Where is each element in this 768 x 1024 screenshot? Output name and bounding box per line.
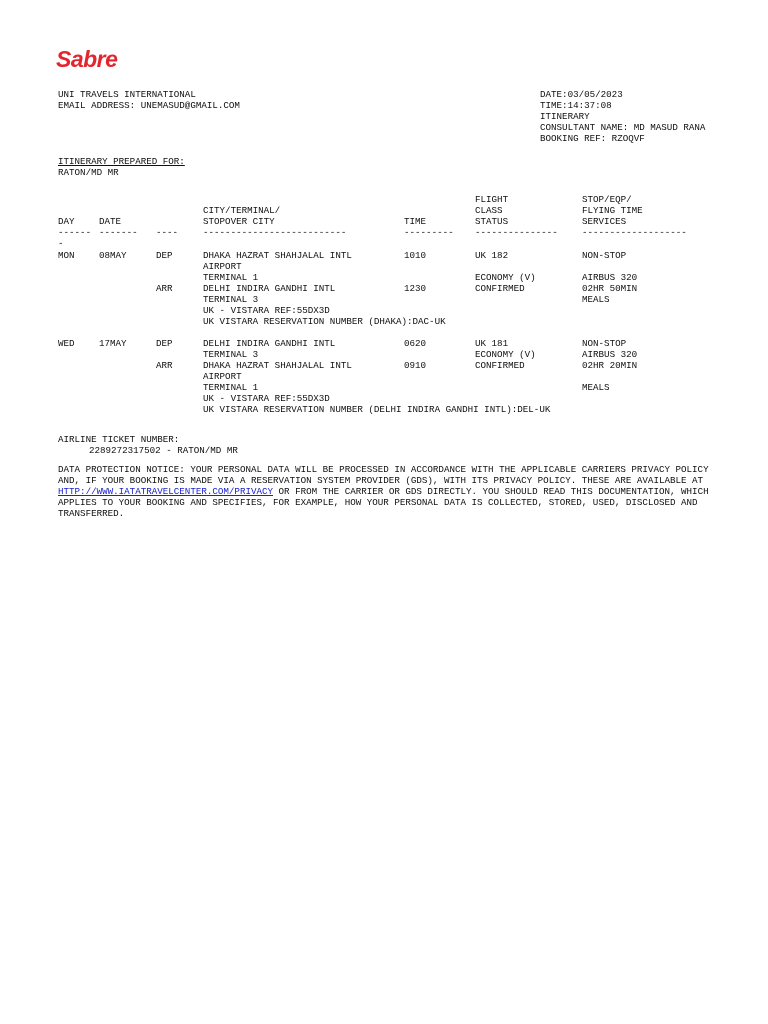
segment-1-date: 08MAY — [99, 250, 127, 261]
segment-1-dep-terminal: TERMINAL 1 — [203, 272, 259, 283]
consultant-name: CONSULTANT NAME: MD MASUD RANA — [540, 122, 706, 133]
header-date: DATE — [99, 216, 122, 227]
issue-time: TIME:14:37:08 — [540, 100, 612, 111]
header-stop: STOP/EQP/ — [582, 194, 632, 205]
header-stopover: STOPOVER CITY — [203, 216, 275, 227]
rule-tail: - — [58, 238, 64, 249]
segment-2-arr-label: ARR — [156, 360, 173, 371]
header-flight: FLIGHT — [475, 194, 509, 205]
segment-1-stop: NON-STOP — [582, 250, 627, 261]
segment-2-services: MEALS — [582, 382, 610, 393]
notice-line-4: APPLIES TO YOUR BOOKING AND SPECIFIES, FOR EXAMPLE, HOW YOUR PERSONAL DATA IS COLLECTED, STORED, USED, DISCLOSED AND — [58, 497, 698, 508]
segment-1-flight: UK 182 — [475, 250, 509, 261]
header-class: CLASS — [475, 205, 503, 216]
segment-1-arr-city: DELHI INDIRA GANDHI INTL — [203, 283, 336, 294]
segment-2-flying-time: 02HR 20MIN — [582, 360, 638, 371]
ticket-heading: AIRLINE TICKET NUMBER: — [58, 434, 180, 445]
segment-2-dep-time: 0620 — [404, 338, 427, 349]
segment-2-flight: UK 181 — [475, 338, 509, 349]
rule-day: ------ — [58, 227, 92, 238]
segment-2-dep-city: DELHI INDIRA GANDHI INTL — [203, 338, 336, 349]
segment-1-dep-city: DHAKA HAZRAT SHAHJALAL INTL — [203, 250, 352, 261]
segment-2-arr-city-2: AIRPORT — [203, 371, 242, 382]
segment-1-arr-time: 1230 — [404, 283, 427, 294]
booking-reference: BOOKING REF: RZOQVF — [540, 133, 645, 144]
segment-1-flying-time: 02HR 50MIN — [582, 283, 638, 294]
segment-2-date: 17MAY — [99, 338, 127, 349]
segment-2-dep-label: DEP — [156, 338, 173, 349]
passenger-name: RATON/MD MR — [58, 167, 119, 178]
privacy-link[interactable]: HTTP://WWW.IATATRAVELCENTER.COM/PRIVACY — [58, 486, 274, 497]
notice-line-2: AND, IF YOUR BOOKING IS MADE VIA A RESERVATION SYSTEM PROVIDER (GDS), WITH ITS PRIVACY POLICY. THESE ARE AVAILABLE AT — [58, 475, 704, 486]
rule-flight: --------------- — [475, 227, 558, 238]
segment-1-class: ECONOMY (V) — [475, 272, 536, 283]
segment-2-day: WED — [58, 338, 75, 349]
agency-name: UNI TRAVELS INTERNATIONAL — [58, 89, 196, 100]
issue-date: DATE:03/05/2023 — [540, 89, 623, 100]
segment-1-services: MEALS — [582, 294, 610, 305]
segment-1-equipment: AIRBUS 320 — [582, 272, 638, 283]
notice-line-3 — [58, 486, 709, 497]
segment-1-status: CONFIRMED — [475, 283, 525, 294]
rule-city: -------------------------- — [203, 227, 347, 238]
segment-1-arr-terminal: TERMINAL 3 — [203, 294, 259, 305]
segment-2-arr-terminal: TERMINAL 1 — [203, 382, 259, 393]
header-status: STATUS — [475, 216, 509, 227]
notice-line-1: DATA PROTECTION NOTICE: YOUR PERSONAL DATA WILL BE PROCESSED IN ACCORDANCE WITH THE APPLICABLE CARRIERS PRIVACY POLICY — [58, 464, 709, 475]
segment-1-dep-time: 1010 — [404, 250, 427, 261]
header-time: TIME — [404, 216, 427, 227]
segment-2-class: ECONOMY (V) — [475, 349, 536, 360]
rule-stop: ------------------- — [582, 227, 687, 238]
segment-1-arr-label: ARR — [156, 283, 173, 294]
segment-1-ref: UK - VISTARA REF:55DX3D — [203, 305, 330, 316]
rule-date: ------- — [99, 227, 138, 238]
segment-2-reservation: UK VISTARA RESERVATION NUMBER (DELHI INDIRA GANDHI INTL):DEL-UK — [203, 404, 551, 415]
notice-line-3-rest: OR FROM THE CARRIER OR GDS DIRECTLY. YOU SHOULD READ THIS DOCUMENTATION, WHICH — [273, 486, 709, 497]
segment-2-dep-terminal: TERMINAL 3 — [203, 349, 259, 360]
document-type: ITINERARY — [540, 111, 590, 122]
rule-time: --------- — [404, 227, 454, 238]
sabre-logo: Sabre — [56, 46, 118, 72]
segment-2-ref: UK - VISTARA REF:55DX3D — [203, 393, 330, 404]
rule-dep: ---- — [156, 227, 179, 238]
segment-1-day: MON — [58, 250, 75, 261]
segment-2-status: CONFIRMED — [475, 360, 525, 371]
segment-1-dep-city-2: AIRPORT — [203, 261, 242, 272]
prepared-for-heading: ITINERARY PREPARED FOR: — [58, 156, 185, 167]
header-flying-time: FLYING TIME — [582, 205, 643, 216]
segment-2-arr-city: DHAKA HAZRAT SHAHJALAL INTL — [203, 360, 352, 371]
segment-2-stop: NON-STOP — [582, 338, 627, 349]
header-day: DAY — [58, 216, 75, 227]
header-services: SERVICES — [582, 216, 627, 227]
segment-2-equipment: AIRBUS 320 — [582, 349, 638, 360]
agency-email: EMAIL ADDRESS: UNEMASUD@GMAIL.COM — [58, 100, 240, 111]
header-city: CITY/TERMINAL/ — [203, 205, 281, 216]
segment-1-reservation: UK VISTARA RESERVATION NUMBER (DHAKA):DAC-UK — [203, 316, 446, 327]
segment-2-arr-time: 0910 — [404, 360, 427, 371]
segment-1-dep-label: DEP — [156, 250, 173, 261]
notice-line-5: TRANSFERRED. — [58, 508, 125, 519]
ticket-number: 2289272317502 - RATON/MD MR — [89, 445, 238, 456]
